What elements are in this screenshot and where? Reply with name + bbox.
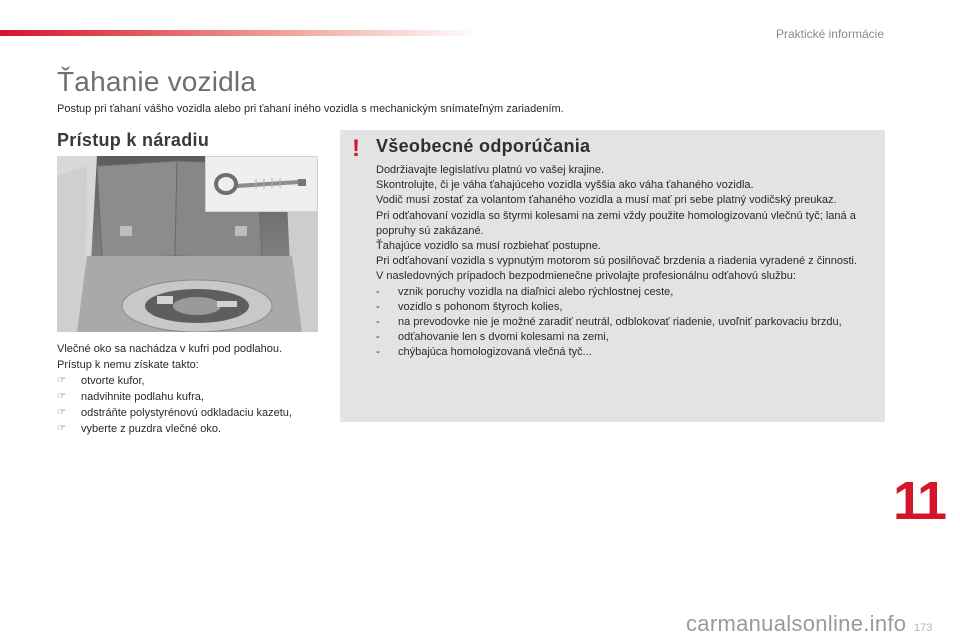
section-header: Praktické informácie [775, 27, 884, 41]
recommendation-line: Ťahajúce vozidlo sa musí rozbiehať postupne. [376, 240, 601, 253]
recommendation-line: Dodržiavajte legislatívu platnú vo vašej krajine. [376, 164, 605, 176]
hand-pointer-icon: ☞ [57, 375, 66, 386]
list-item: ☞ nadvihnite podlahu kufra, [57, 391, 204, 403]
hand-pointer-icon: ☞ [57, 423, 66, 434]
recommendation-line: Vodič musí zostať za volantom ťahaného vozidla a musí mať pri sebe platný vodičský preukaz. [376, 194, 837, 207]
recommendation-line: V nasledovných prípadoch bezpodmienečne privolajte profesionálnu odťahovú službu: [376, 270, 796, 283]
list-item: - na prevodovke nie je možné zaradiť neutrál, odblokovať riadenie, uvoľniť parkovaciu brzdu, [376, 316, 842, 329]
recommendation-line: Pri odťahovaní vozidla so štyrmi kolesami na zemi vždy použite homologizovanú vlečnú tyč; laná a popruhy sú zakázané. [376, 209, 856, 237]
page-number: 173 [914, 622, 933, 634]
access-steps-list [57, 373, 332, 437]
recommendations-title: Všeobecné odporúčania [376, 136, 591, 156]
page-title: Ťahanie vozidla [57, 66, 257, 97]
tow-eye-location-text: Vlečné oko sa nachádza v kufri pod podlahou. [57, 343, 283, 355]
hand-pointer-icon: ☞ [57, 407, 66, 418]
list-item: ☞ odstráňte polystyrénovú odkladaciu kazetu, [57, 407, 292, 419]
list-item: - chýbajúca homologizovaná vlečná tyč... [376, 346, 592, 359]
professional-service-cases-list [376, 285, 879, 361]
list-item: ☞ vyberte z puzdra vlečné oko. [57, 423, 222, 435]
tools-access-text [57, 341, 332, 437]
hand-pointer-icon: ☞ [57, 391, 66, 402]
recommendation-line: Pri odťahovaní vozidla s vypnutým motorom sú posilňovač brzdenia a riadenia vyradené z činnosti. [376, 255, 858, 268]
watermark: carmanualsonline.info [686, 611, 907, 636]
recommendation-line: Skontrolujte, či je váha ťahajúceho vozidla vyššia ako váha ťahaného vozidla. [376, 179, 754, 192]
access-intro-text: Prístup k nemu získate takto: [57, 359, 199, 371]
header-accent-stripe [0, 30, 480, 36]
list-item: - odťahovanie len s dvomi kolesami na zemi, [376, 331, 609, 344]
page-intro: Postup pri ťahaní vášho vozidla alebo pri ťahaní iného vozidla s mechanickým snímateľným zariadením. [57, 103, 564, 115]
list-item: - vozidlo s pohonom štyroch kolies, [376, 300, 563, 313]
chapter-number: 11 [893, 471, 945, 531]
list-item: - vznik poruchy vozidla na diaľnici alebo rýchlostnej ceste, [376, 285, 674, 298]
tools-access-title: Prístup k náradiu [57, 130, 210, 150]
list-item: ☞ otvorte kufor, [57, 375, 145, 387]
tow-eye-inset-photo [205, 156, 318, 212]
recommendations-body [376, 163, 879, 361]
recommendations-box [340, 130, 885, 422]
warning-icon: ! [352, 135, 360, 162]
